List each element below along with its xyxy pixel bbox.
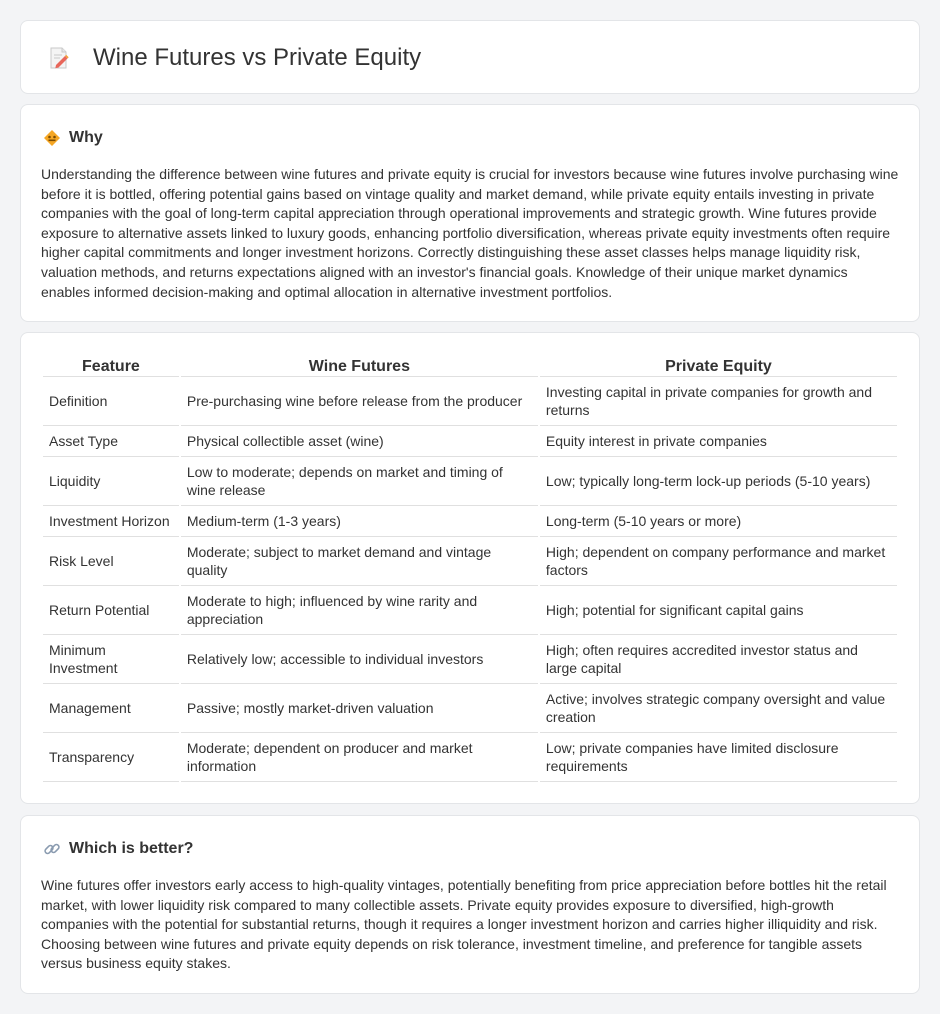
table-row (43, 506, 897, 537)
comparison-section (20, 332, 920, 804)
feature-cell: Investment Horizon (43, 506, 179, 537)
feature-cell: Return Potential (43, 586, 179, 635)
wine-futures-cell: Low to moderate; depends on market and timing of wine release (181, 457, 538, 506)
private-equity-cell: Investing capital in private companies for growth and returns (540, 377, 897, 426)
page-title: Wine Futures vs Private Equity (93, 44, 422, 71)
table-header-row (43, 353, 897, 377)
document-pencil-icon (47, 46, 71, 70)
wine-futures-cell: Medium-term (1-3 years) (181, 506, 538, 537)
link-icon (43, 840, 61, 858)
why-heading: Why (69, 129, 103, 146)
table-row (43, 377, 897, 426)
why-heading-row (43, 127, 103, 149)
table-row (43, 684, 897, 733)
better-text: Wine futures offer investors early access to high-quality vintages, potentially benefiting from price appreciation before bottles hit the retail market, with lower liquidity risk compared to many collectible assets. Private equity provides exposure to diversified, high-growth companies with the potential for substantial returns, though it requires a longer investment horizon and carries higher illiquidity and risk. Choosing between wine futures and private equity depends on risk tolerance, investment timeline, and preference for tangible assets versus business equity stakes. (41, 877, 887, 972)
table-row (43, 457, 897, 506)
private-equity-cell: High; dependent on company performance and market factors (540, 537, 897, 586)
table-row (43, 733, 897, 782)
wine-futures-cell: Passive; mostly market-driven valuation (181, 684, 538, 733)
why-text: Understanding the difference between wine futures and private equity is crucial for investors because wine futures involve purchasing wine before it is bottled, offering potential gains based on vintage quality and market demand, while private equity entails investing in private companies with the goal of long-term capital appreciation through operational improvements and strategic growth. Wine futures provide exposure to alternative assets linked to luxury goods, enhancing portfolio diversification, whereas private equity investments often require higher capital commitments and longer investment horizons. Correctly distinguishing these asset classes helps manage liquidity risk, valuation methods, and returns expectations aligned with an investor's financial goals. Knowledge of their unique market dynamics enables informed decision-making and optimal allocation in alternative investment portfolios. (41, 166, 899, 300)
which-is-better-section (20, 815, 920, 994)
comparison-table (41, 353, 899, 782)
table-row (43, 537, 897, 586)
private-equity-cell: Active; involves strategic company oversight and value creation (540, 684, 897, 733)
feature-cell: Transparency (43, 733, 179, 782)
private-equity-cell: High; often requires accredited investor status and large capital (540, 635, 897, 684)
table-row (43, 586, 897, 635)
diamond-sign-icon (43, 129, 61, 147)
private-equity-cell: Low; private companies have limited disclosure requirements (540, 733, 897, 782)
feature-cell: Asset Type (43, 426, 179, 457)
header-wine-futures: Wine Futures (181, 353, 538, 377)
why-section (20, 104, 920, 322)
wine-futures-cell: Relatively low; accessible to individual investors (181, 635, 538, 684)
wine-futures-cell: Pre-purchasing wine before release from the producer (181, 377, 538, 426)
header-private-equity: Private Equity (540, 353, 897, 377)
wine-futures-cell: Moderate to high; influenced by wine rarity and appreciation (181, 586, 538, 635)
better-heading-row (43, 838, 193, 860)
private-equity-cell: Equity interest in private companies (540, 426, 897, 457)
feature-cell: Management (43, 684, 179, 733)
better-heading: Which is better? (69, 840, 194, 857)
wine-futures-cell: Moderate; dependent on producer and market information (181, 733, 538, 782)
feature-cell: Minimum Investment (43, 635, 179, 684)
feature-cell: Liquidity (43, 457, 179, 506)
private-equity-cell: Low; typically long-term lock-up periods (5-10 years) (540, 457, 897, 506)
header-card (20, 20, 920, 94)
table-row (43, 635, 897, 684)
private-equity-cell: High; potential for significant capital gains (540, 586, 897, 635)
wine-futures-cell: Moderate; subject to market demand and vintage quality (181, 537, 538, 586)
feature-cell: Risk Level (43, 537, 179, 586)
table-row (43, 426, 897, 457)
private-equity-cell: Long-term (5-10 years or more) (540, 506, 897, 537)
header-feature: Feature (43, 353, 179, 377)
wine-futures-cell: Physical collectible asset (wine) (181, 426, 538, 457)
feature-cell: Definition (43, 377, 179, 426)
